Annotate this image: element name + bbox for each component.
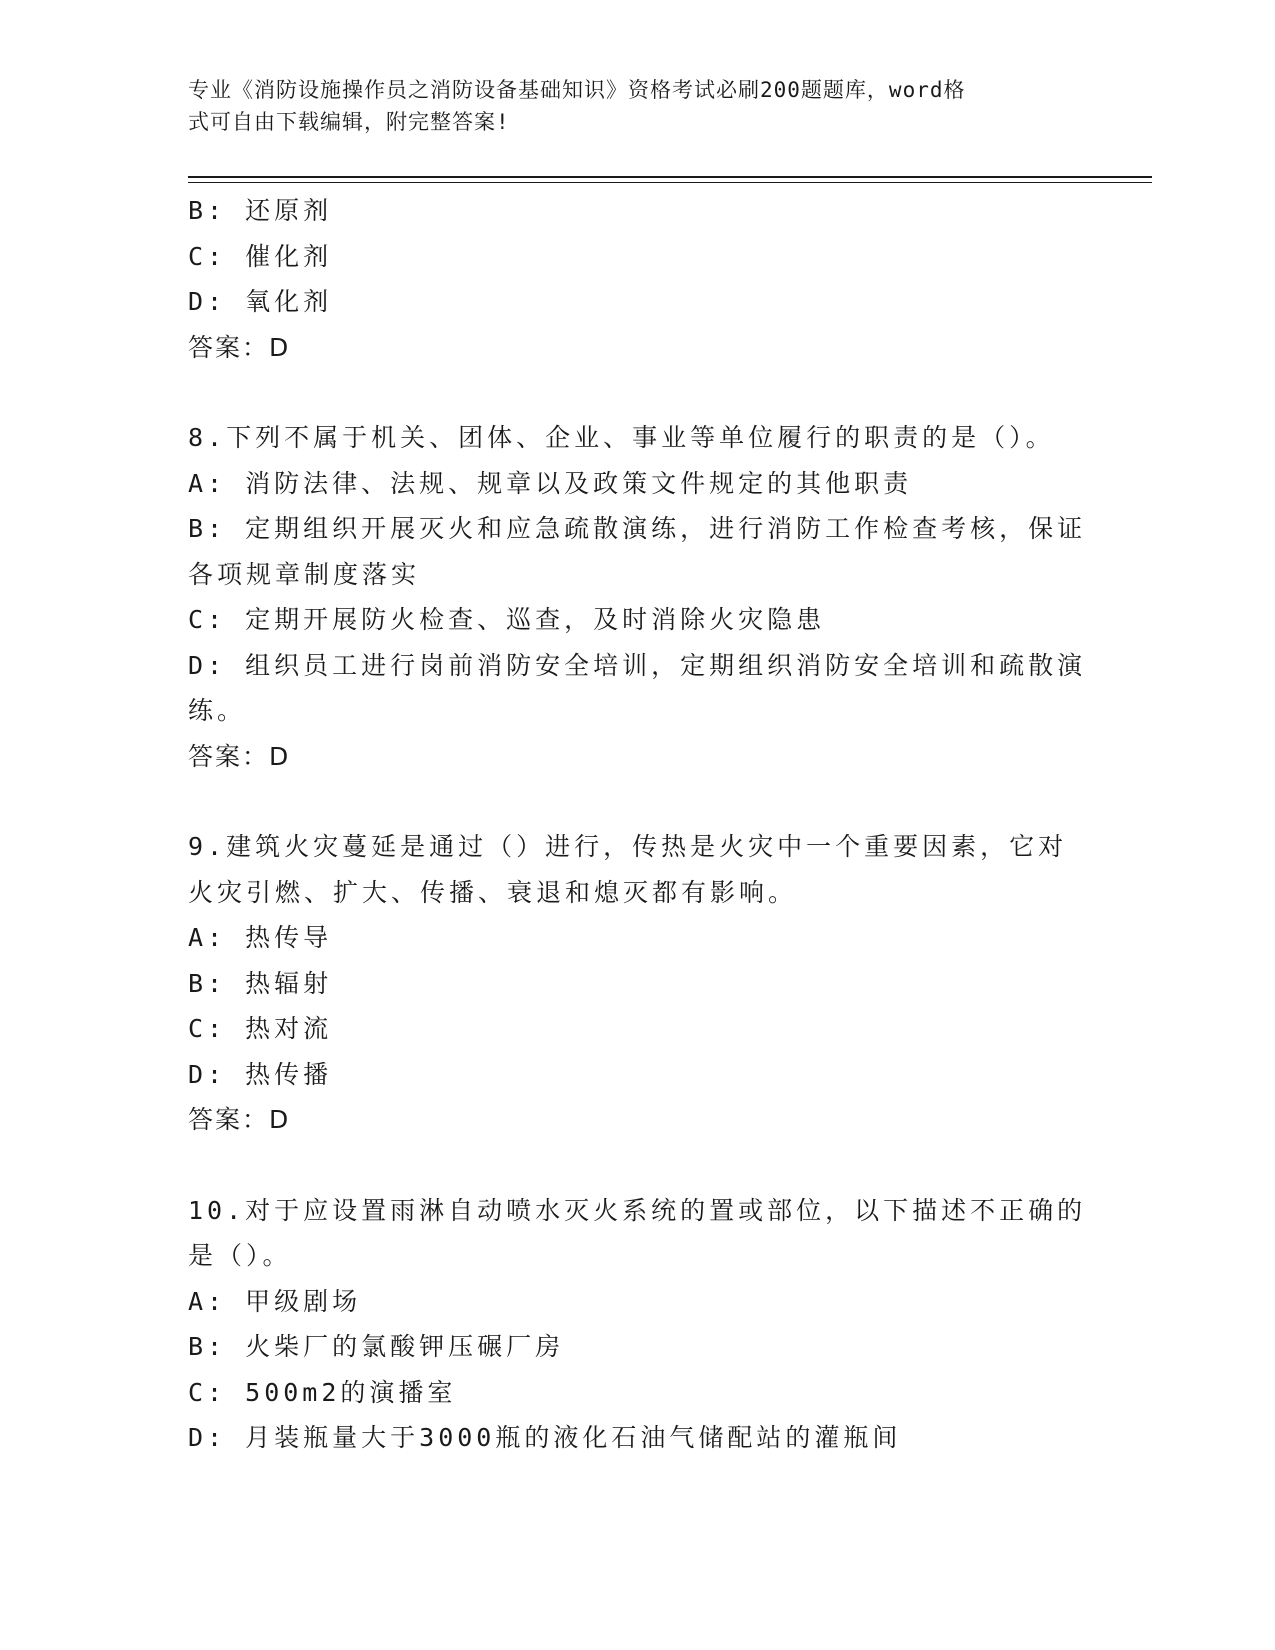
option-d: D: 月装瓶量大于3000瓶的液化石油气储配站的灌瓶间 (188, 1423, 902, 1452)
option-b: B: 热辐射 (188, 968, 333, 998)
header-divider-thick (188, 176, 1152, 178)
question-10 (188, 1188, 1088, 1461)
question-7-partial (188, 188, 1088, 370)
question-stem: 8.下列不属于机关、团体、企业、事业等单位履行的职责的是（）。 (188, 423, 1055, 452)
page-header (188, 74, 1088, 138)
question-9 (188, 824, 1088, 1143)
option-c: C: 催化剂 (188, 241, 333, 271)
question-content (188, 188, 1088, 1461)
option-b: B: 火柴厂的氯酸钾压碾厂房 (188, 1332, 565, 1361)
option-d: D: 热传播 (188, 1059, 333, 1089)
answer: 答案：D (188, 1105, 291, 1134)
option-c: C: 热对流 (188, 1014, 333, 1043)
spacer (188, 779, 1088, 824)
option-d: D: 氧化剂 (188, 287, 333, 316)
answer: 答案：D (188, 332, 291, 362)
option-a: A: 消防法律、法规、规章以及政策文件规定的其他职责 (188, 468, 913, 498)
option-b-continued: 各项规章制度落实 (188, 559, 421, 589)
answer: 答案：D (188, 741, 291, 771)
question-stem: 10.对于应设置雨淋自动喷水灭火系统的置或部位，以下描述不正确的 (188, 1195, 1087, 1225)
option-a: A: 甲级剧场 (188, 1286, 362, 1316)
question-stem: 9.建筑火灾蔓延是通过（）进行，传热是火灾中一个重要因素，它对 (188, 832, 1068, 861)
spacer (188, 370, 1088, 415)
option-d: D: 组织员工进行岗前消防安全培训，定期组织消防安全培训和疏散演 (188, 650, 1087, 680)
option-d-continued: 练。 (188, 696, 247, 725)
question-stem-continued: 火灾引燃、扩大、传播、衰退和熄灭都有影响。 (188, 877, 798, 907)
header-title-line-1: 专业《消防设施操作员之消防设备基础知识》资格考试必刷200题题库，word格 (188, 78, 966, 102)
question-stem-continued: 是（）。 (188, 1241, 292, 1270)
option-a: A: 热传导 (188, 923, 333, 952)
header-divider-thin (188, 182, 1152, 183)
question-8 (188, 415, 1088, 779)
spacer (188, 1143, 1088, 1188)
header-title-line-2: 式可自由下载编辑，附完整答案! (188, 110, 510, 134)
option-b: B: 还原剂 (188, 196, 333, 225)
option-c: C: 定期开展防火检查、巡查，及时消除火灾隐患 (188, 605, 826, 634)
option-b: B: 定期组织开展灭火和应急疏散演练，进行消防工作检查考核，保证 (188, 514, 1087, 543)
option-c: C: 500m2的演播室 (188, 1377, 457, 1407)
